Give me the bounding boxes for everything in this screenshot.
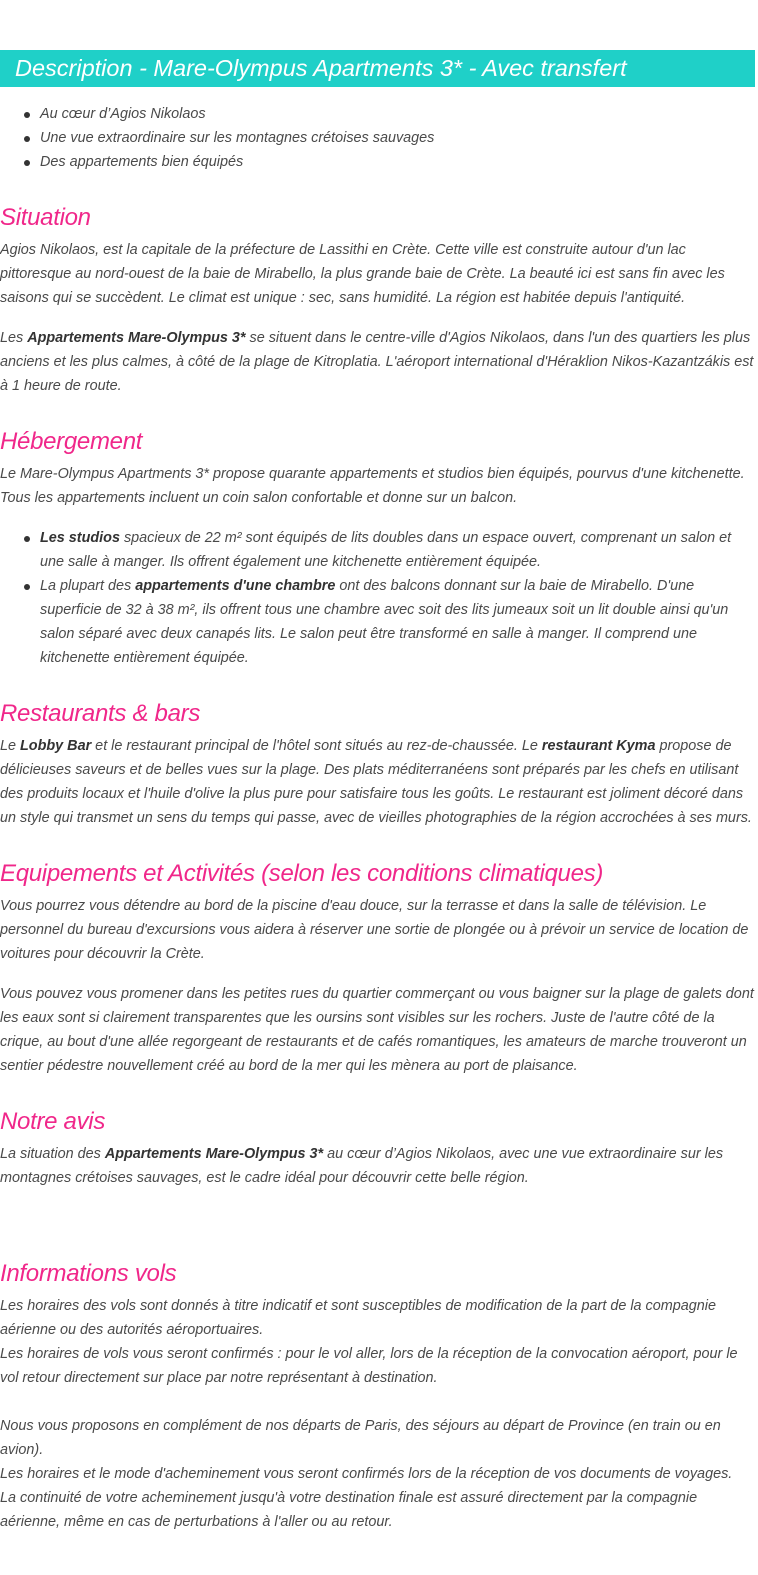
avis-heading: Notre avis: [0, 1108, 106, 1135]
hotel-name: Appartements Mare-Olympus 3*: [27, 330, 246, 346]
vols-line-2: Les horaires de vols vous seront confirmés : pour le vol aller, lors de la réception de la convocation aéroport, pour le vol retour directement sur place par notre représentant à destination.: [0, 1346, 738, 1386]
vols-line-3: Nous vous proposons en complément de nos départs de Paris, des séjours au départ de Province (en train ou en avion).: [0, 1418, 721, 1458]
vols-line-5: La continuité de votre acheminement jusqu'à votre destination finale est assuré directement par la compagnie aérienne, même en cas de perturbations à l'aller ou au retour.: [0, 1490, 698, 1530]
vols-line-4: Les horaires et le mode d'acheminement vous seront confirmés lors de la réception de vos documents de voyages.: [0, 1466, 733, 1482]
avis-paragraph: La situation des Appartements Mare-Olympus 3* au cœur d’Agios Nikolaos, avec une vue extraordinaire sur les montagnes crétoises sauvages, est le cadre idéal pour découvrir cette belle région.: [0, 1146, 724, 1186]
situation-paragraph-2: Les Appartements Mare-Olympus 3* se situent dans le centre-ville d'Agios Nikolaos, dans l'un des quartiers les plus anciens et les plus calmes, à côté de la plage de Kitroplatia. L'aéroport international d'Héraklion Nikos-Kazantzákis est à 1 heure de route.: [0, 330, 754, 394]
room-type-one-bedroom: La plupart des appartements d'une chambre ont des balcons donnant sur la baie de Mirabello. D'une superficie de 32 à 38 m², ils offrent tous une chambre avec soit des lits jumeaux soit un lit double ainsi qu'un salon séparé avec deux canapés lits. Le salon peut être transformé en salle à manger. Il comprend une kitchenette entièrement équipée.: [0, 574, 756, 670]
hebergement-heading: Hébergement: [0, 428, 143, 455]
description-banner-title: Description - Mare-Olympus Apartments 3* - Avec transfert: [0, 50, 755, 87]
highlight-item: Des appartements bien équipés: [0, 150, 755, 174]
section-equipements: [0, 854, 756, 1078]
vols-line-1: Les horaires des vols sont donnés à titre indicatif et sont susceptibles de modification de la part de la compagnie aérienne ou des autorités aéroportuaires.: [0, 1298, 716, 1338]
restaurants-paragraph: Le Lobby Bar et le restaurant principal de l'hôtel sont situés au rez-de-chaussée. Le restaurant Kyma propose de délicieuses saveurs et de belles vues sur la plage. Des plats méditerranéens sont préparés par les chefs en utilisant des produits locaux et l'huile d'olive la plus pure pour satisfaire tous les goûts. Le restaurant est joliment décoré dans un style qui transmet un sens du temps qui passe, avec de vieilles photographies de la région accrochées à ses murs.: [0, 738, 752, 826]
room-types-list: [0, 526, 756, 670]
room-type-studios: Les studios spacieux de 22 m² sont équipés de lits doubles dans un espace ouvert, comprenant un salon et une salle à manger. Ils offrent également une kitchenette entièrement équipée.: [0, 526, 756, 574]
section-restaurants: [0, 694, 756, 830]
highlight-item: Une vue extraordinaire sur les montagnes crétoises sauvages: [0, 126, 755, 150]
description-content: [0, 198, 756, 1534]
hebergement-paragraph: Le Mare-Olympus Apartments 3* propose quarante appartements et studios bien équipés, pourvus d'une kitchenette. Tous les appartements incluent un coin salon confortable et donne sur un balcon.: [0, 466, 745, 506]
highlight-item: Au cœur d’Agios Nikolaos: [0, 102, 755, 126]
section-situation: [0, 198, 756, 398]
equipements-paragraph-1: Vous pourrez vous détendre au bord de la piscine d'eau douce, sur la terrasse et dans la salle de télévision. Le personnel du bureau d'excursions vous aidera à réserver une sortie de plongée ou à prévoir un service de location de voitures pour découvrir la Crète.: [0, 898, 749, 962]
situation-heading: Situation: [0, 204, 91, 231]
section-avis: [0, 1102, 756, 1190]
restaurants-heading: Restaurants & bars: [0, 700, 201, 727]
section-hebergement: [0, 422, 756, 670]
equipements-paragraph-2: Vous pouvez vous promener dans les petites rues du quartier commerçant ou vous baigner sur la plage de galets dont les eaux sont si clairement transparentes que les oursins sont visibles sur les rochers. Juste de l'autre côté de la crique, au bout d'une allée regorgeant de restaurants et de cafés romantiques, les amateurs de marche trouveront un sentier pédestre nouvellement créé au bord de la mer qui les mènera au port de plaisance.: [0, 986, 754, 1074]
highlights-list: [0, 102, 755, 174]
section-vols: [0, 1254, 756, 1534]
vols-heading: Informations vols: [0, 1260, 177, 1287]
situation-paragraph-1: Agios Nikolaos, est la capitale de la préfecture de Lassithi en Crète. Cette ville est construite autour d'un lac pittoresque au nord-ouest de la baie de Mirabello, la plus grande baie de Crète. La beauté ici est sans fin avec les saisons qui se succèdent. Le climat est unique : sec, sans humidité. La région est habitée depuis l'antiquité.: [0, 242, 725, 306]
equipements-heading: Equipements et Activités (selon les conditions climatiques): [0, 860, 604, 887]
